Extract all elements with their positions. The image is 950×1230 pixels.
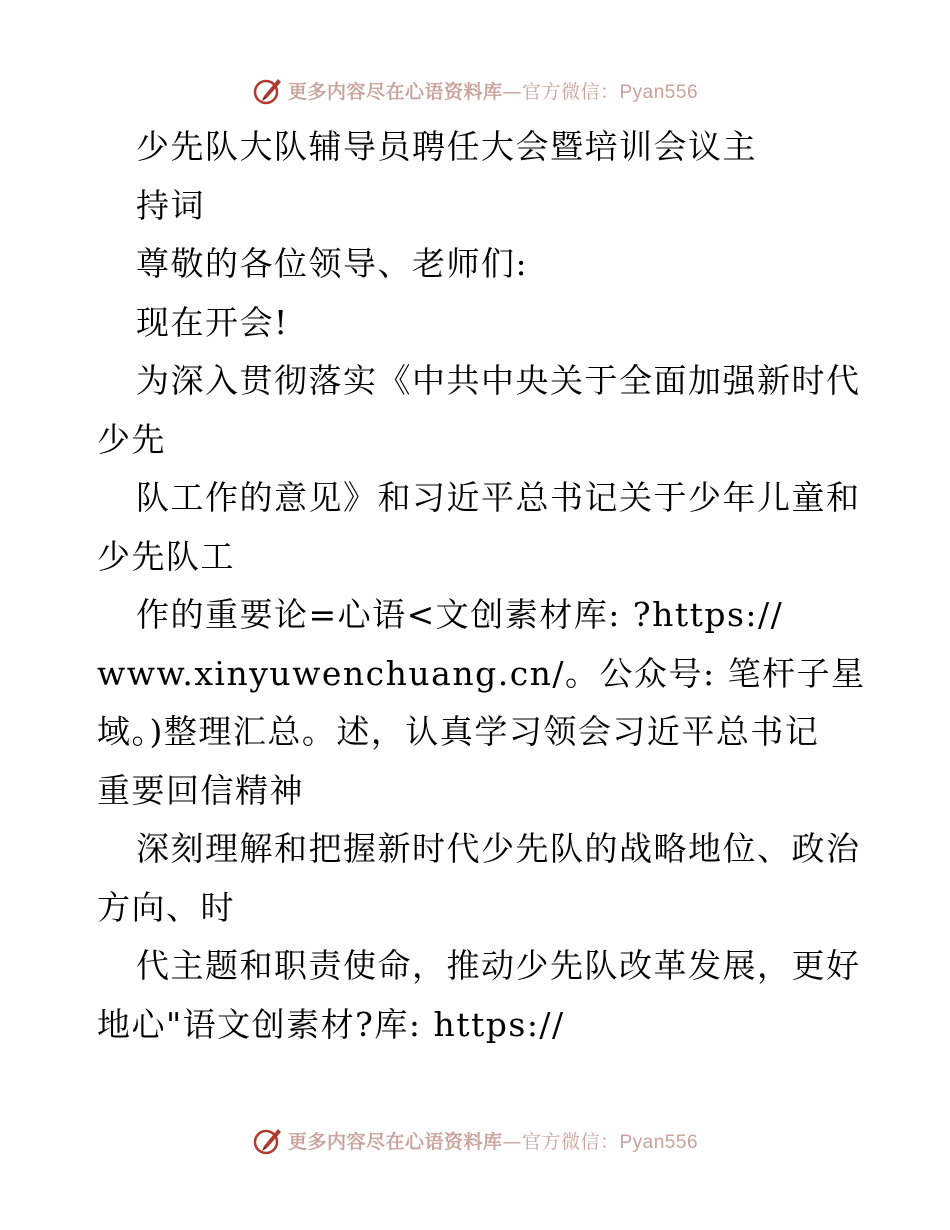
header-wechat-label: 官方微信： <box>521 80 620 103</box>
document-line: 现在开会! <box>136 302 289 342</box>
header-wechat-id: Pyan556 <box>619 81 699 103</box>
document-line: 尊敬的各位领导、老师们: <box>136 244 529 283</box>
footer-wechat-id: Pyan556 <box>619 1131 699 1153</box>
header-banner-text <box>288 77 698 104</box>
header-separator: — <box>502 80 522 103</box>
header-banner <box>0 70 950 110</box>
quill-pen-logo-icon <box>252 74 284 106</box>
document-line: www.xinyuwenchuang.cn/。公众号: 笔杆子星 <box>97 653 866 693</box>
document-line: 少先队工 <box>97 536 235 576</box>
quill-pen-logo-icon <box>252 1124 284 1156</box>
footer-separator: — <box>502 1130 522 1153</box>
document-line: 持词 <box>136 185 205 225</box>
document-line: 少先队大队辅导员聘任大会暨培训会议主 <box>136 127 757 166</box>
header-site-text: 更多内容尽在心语资料库 <box>287 80 503 103</box>
document-line: 代主题和职责使命，推动少先队改革发展，更好 <box>136 946 861 985</box>
document-body <box>97 118 866 1054</box>
document-line: 队工作的意见》和习近平总书记关于少年儿童和 <box>136 478 861 517</box>
footer-wechat-label: 官方微信： <box>521 1130 620 1153</box>
footer-banner-text <box>288 1127 698 1154</box>
document-line: 重要回信精神 <box>97 770 304 810</box>
document-line: 作的重要论=心语<文创素材库: ?https:// <box>136 595 784 634</box>
document-line: 深刻理解和把握新时代少先队的战略地位、政治 <box>136 829 861 868</box>
footer-site-text: 更多内容尽在心语资料库 <box>287 1130 503 1153</box>
footer-banner <box>0 1120 950 1160</box>
document-line: 少先 <box>97 419 166 459</box>
document-line: 地心"语文创素材?库: https:// <box>97 1004 565 1044</box>
document-line: 域。)整理汇总。述，认真学习领会习近平总书记 <box>97 712 820 751</box>
document-line: 为深入贯彻落实《中共中央关于全面加强新时代 <box>136 361 861 400</box>
document-line: 方向、时 <box>97 887 235 927</box>
